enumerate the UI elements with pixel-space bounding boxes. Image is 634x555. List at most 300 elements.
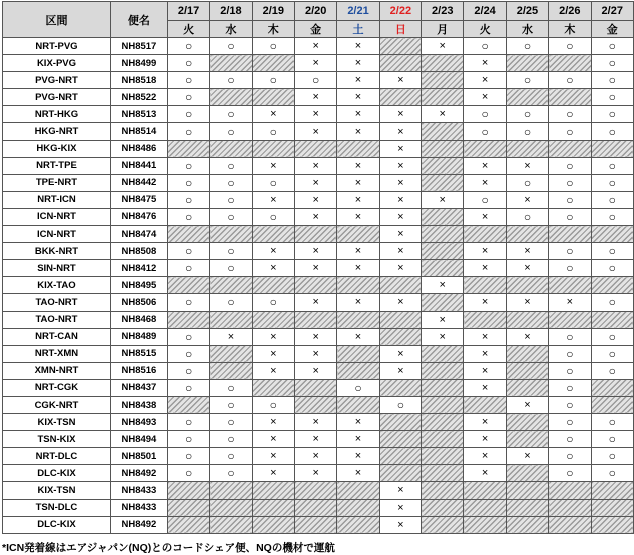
route-cell: PVG-NRT	[3, 72, 111, 89]
operates-mark: ○	[549, 72, 591, 89]
no-service-cell	[591, 140, 634, 157]
route-cell: TPE-NRT	[3, 174, 111, 191]
table-row	[3, 465, 634, 482]
no-service-cell	[210, 482, 252, 499]
cancelled-mark: ×	[379, 106, 421, 123]
route-cell: NRT-HKG	[3, 106, 111, 123]
route-cell: CGK-NRT	[3, 396, 111, 413]
operates-mark: ○	[252, 174, 294, 191]
cancelled-mark: ×	[210, 328, 252, 345]
no-service-cell	[337, 499, 379, 516]
cancelled-mark: ×	[464, 260, 506, 277]
route-cell: KIX-TAO	[3, 277, 111, 294]
cancelled-mark: ×	[549, 294, 591, 311]
no-service-cell	[549, 55, 591, 72]
table-row	[3, 208, 634, 225]
operates-mark: ○	[210, 414, 252, 431]
table-row	[3, 396, 634, 413]
cancelled-mark: ×	[294, 89, 336, 106]
flight-number-cell: NH8513	[110, 106, 167, 123]
cancelled-mark: ×	[464, 174, 506, 191]
operates-mark: ○	[210, 157, 252, 174]
no-service-cell	[337, 140, 379, 157]
operates-mark: ○	[591, 89, 634, 106]
operates-mark: ○	[167, 55, 209, 72]
no-service-cell	[422, 208, 464, 225]
operates-mark: ○	[591, 260, 634, 277]
cancelled-mark: ×	[506, 294, 548, 311]
cancelled-mark: ×	[337, 208, 379, 225]
cancelled-mark: ×	[337, 448, 379, 465]
route-cell: NRT-CAN	[3, 328, 111, 345]
no-service-cell	[167, 396, 209, 413]
cancelled-mark: ×	[337, 38, 379, 55]
no-service-cell	[337, 482, 379, 499]
no-service-cell	[167, 516, 209, 533]
table-row	[3, 294, 634, 311]
route-cell: PVG-NRT	[3, 89, 111, 106]
cancelled-mark: ×	[379, 345, 421, 362]
operates-mark: ○	[210, 38, 252, 55]
operates-mark: ○	[549, 414, 591, 431]
cancelled-mark: ×	[379, 482, 421, 499]
no-service-cell	[167, 311, 209, 328]
cancelled-mark: ×	[337, 55, 379, 72]
cancelled-mark: ×	[422, 328, 464, 345]
table-row	[3, 482, 634, 499]
operates-mark: ○	[252, 396, 294, 413]
operates-mark: ○	[549, 345, 591, 362]
date-header: 2/19	[252, 2, 294, 21]
table-row	[3, 123, 634, 140]
no-service-cell	[252, 277, 294, 294]
operates-mark: ○	[506, 123, 548, 140]
table-row	[3, 499, 634, 516]
cancelled-mark: ×	[379, 140, 421, 157]
no-service-cell	[422, 362, 464, 379]
operates-mark: ○	[167, 294, 209, 311]
no-service-cell	[379, 89, 421, 106]
flight-number-cell: NH8474	[110, 226, 167, 243]
operates-mark: ○	[252, 208, 294, 225]
cancelled-mark: ×	[294, 465, 336, 482]
cancelled-mark: ×	[379, 499, 421, 516]
cancelled-mark: ×	[252, 243, 294, 260]
no-service-cell	[591, 311, 634, 328]
route-cell: ICN-NRT	[3, 226, 111, 243]
cancelled-mark: ×	[337, 123, 379, 140]
no-service-cell	[549, 89, 591, 106]
flight-number-cell: NH8433	[110, 482, 167, 499]
cancelled-mark: ×	[464, 243, 506, 260]
no-service-cell	[294, 311, 336, 328]
no-service-cell	[379, 277, 421, 294]
no-service-cell	[464, 482, 506, 499]
table-row	[3, 362, 634, 379]
operates-mark: ○	[167, 328, 209, 345]
operates-mark: ○	[549, 106, 591, 123]
no-service-cell	[294, 482, 336, 499]
operates-mark: ○	[167, 38, 209, 55]
operates-mark: ○	[591, 157, 634, 174]
cancelled-mark: ×	[294, 191, 336, 208]
operates-mark: ○	[294, 72, 336, 89]
flight-number-cell: NH8476	[110, 208, 167, 225]
flight-number-cell: NH8437	[110, 379, 167, 396]
table-row	[3, 89, 634, 106]
no-service-cell	[464, 140, 506, 157]
cancelled-mark: ×	[337, 72, 379, 89]
route-cell: TAO-NRT	[3, 294, 111, 311]
flight-number-cell: NH8475	[110, 191, 167, 208]
no-service-cell	[422, 123, 464, 140]
operates-mark: ○	[167, 157, 209, 174]
operates-mark: ○	[591, 174, 634, 191]
route-cell: DLC-KIX	[3, 516, 111, 533]
no-service-cell	[252, 379, 294, 396]
no-service-cell	[506, 482, 548, 499]
table-row	[3, 140, 634, 157]
cancelled-mark: ×	[337, 465, 379, 482]
cancelled-mark: ×	[506, 191, 548, 208]
table-row	[3, 243, 634, 260]
no-service-cell	[422, 140, 464, 157]
cancelled-mark: ×	[464, 72, 506, 89]
no-service-cell	[464, 226, 506, 243]
no-service-cell	[422, 55, 464, 72]
route-cell: HKG-KIX	[3, 140, 111, 157]
operates-mark: ○	[549, 174, 591, 191]
table-row	[3, 328, 634, 345]
cancelled-mark: ×	[252, 157, 294, 174]
route-cell: NRT-XMN	[3, 345, 111, 362]
no-service-cell	[337, 277, 379, 294]
flight-column-header: 便名	[110, 2, 167, 38]
route-cell: XMN-NRT	[3, 362, 111, 379]
operates-mark: ○	[167, 431, 209, 448]
no-service-cell	[337, 311, 379, 328]
no-service-cell	[167, 140, 209, 157]
table-row	[3, 379, 634, 396]
cancelled-mark: ×	[294, 157, 336, 174]
no-service-cell	[210, 362, 252, 379]
no-service-cell	[422, 157, 464, 174]
operates-mark: ○	[591, 38, 634, 55]
no-service-cell	[210, 89, 252, 106]
operates-mark: ○	[464, 123, 506, 140]
no-service-cell	[252, 482, 294, 499]
route-cell: SIN-NRT	[3, 260, 111, 277]
cancelled-mark: ×	[294, 123, 336, 140]
no-service-cell	[379, 431, 421, 448]
flight-number-cell: NH8501	[110, 448, 167, 465]
operates-mark: ○	[591, 328, 634, 345]
cancelled-mark: ×	[294, 38, 336, 55]
weekday-header: 土	[337, 21, 379, 38]
cancelled-mark: ×	[294, 448, 336, 465]
no-service-cell	[167, 482, 209, 499]
flight-number-cell: NH8438	[110, 396, 167, 413]
no-service-cell	[506, 379, 548, 396]
route-cell: NRT-DLC	[3, 448, 111, 465]
cancelled-mark: ×	[337, 431, 379, 448]
cancelled-mark: ×	[464, 157, 506, 174]
operates-mark: ○	[549, 362, 591, 379]
operates-mark: ○	[591, 431, 634, 448]
cancelled-mark: ×	[464, 328, 506, 345]
no-service-cell	[337, 226, 379, 243]
no-service-cell	[210, 226, 252, 243]
cancelled-mark: ×	[252, 465, 294, 482]
flight-number-cell: NH8494	[110, 431, 167, 448]
route-column-header: 区間	[3, 2, 111, 38]
cancelled-mark: ×	[506, 260, 548, 277]
weekday-header: 月	[422, 21, 464, 38]
route-cell: NRT-PVG	[3, 38, 111, 55]
cancelled-mark: ×	[464, 431, 506, 448]
cancelled-mark: ×	[464, 89, 506, 106]
no-service-cell	[337, 362, 379, 379]
cancelled-mark: ×	[464, 294, 506, 311]
cancelled-mark: ×	[506, 396, 548, 413]
table-row	[3, 345, 634, 362]
operates-mark: ○	[506, 174, 548, 191]
no-service-cell	[506, 431, 548, 448]
no-service-cell	[549, 277, 591, 294]
table-row	[3, 72, 634, 89]
no-service-cell	[422, 482, 464, 499]
operates-mark: ○	[506, 72, 548, 89]
no-service-cell	[167, 499, 209, 516]
flight-number-cell: NH8412	[110, 260, 167, 277]
operates-mark: ○	[252, 72, 294, 89]
operates-mark: ○	[464, 38, 506, 55]
operates-mark: ○	[549, 431, 591, 448]
no-service-cell	[337, 345, 379, 362]
no-service-cell	[252, 226, 294, 243]
operates-mark: ○	[210, 243, 252, 260]
cancelled-mark: ×	[379, 123, 421, 140]
cancelled-mark: ×	[464, 208, 506, 225]
route-cell: NRT-CGK	[3, 379, 111, 396]
no-service-cell	[294, 516, 336, 533]
route-cell: KIX-PVG	[3, 55, 111, 72]
operates-mark: ○	[549, 328, 591, 345]
cancelled-mark: ×	[379, 208, 421, 225]
no-service-cell	[379, 379, 421, 396]
cancelled-mark: ×	[252, 448, 294, 465]
no-service-cell	[591, 226, 634, 243]
flight-number-cell: NH8442	[110, 174, 167, 191]
operates-mark: ○	[210, 123, 252, 140]
no-service-cell	[422, 294, 464, 311]
no-service-cell	[210, 516, 252, 533]
operates-mark: ○	[167, 260, 209, 277]
no-service-cell	[422, 243, 464, 260]
date-header: 2/26	[549, 2, 591, 21]
cancelled-mark: ×	[506, 328, 548, 345]
operates-mark: ○	[210, 465, 252, 482]
operates-mark: ○	[591, 243, 634, 260]
cancelled-mark: ×	[506, 157, 548, 174]
operates-mark: ○	[167, 106, 209, 123]
cancelled-mark: ×	[464, 362, 506, 379]
operates-mark: ○	[506, 106, 548, 123]
no-service-cell	[294, 379, 336, 396]
no-service-cell	[422, 396, 464, 413]
operates-mark: ○	[167, 362, 209, 379]
weekday-header: 火	[464, 21, 506, 38]
cancelled-mark: ×	[422, 106, 464, 123]
operates-mark: ○	[167, 379, 209, 396]
cancelled-mark: ×	[337, 243, 379, 260]
cancelled-mark: ×	[422, 311, 464, 328]
schedule-body	[3, 38, 634, 534]
route-cell: TAO-NRT	[3, 311, 111, 328]
route-cell: ICN-NRT	[3, 208, 111, 225]
no-service-cell	[337, 516, 379, 533]
no-service-cell	[464, 277, 506, 294]
cancelled-mark: ×	[337, 414, 379, 431]
route-cell: TSN-DLC	[3, 499, 111, 516]
table-row	[3, 448, 634, 465]
no-service-cell	[210, 345, 252, 362]
no-service-cell	[422, 431, 464, 448]
operates-mark: ○	[167, 89, 209, 106]
operates-mark: ○	[210, 72, 252, 89]
cancelled-mark: ×	[337, 89, 379, 106]
cancelled-mark: ×	[252, 362, 294, 379]
no-service-cell	[506, 277, 548, 294]
flight-number-cell: NH8433	[110, 499, 167, 516]
no-service-cell	[210, 55, 252, 72]
date-header: 2/25	[506, 2, 548, 21]
no-service-cell	[294, 277, 336, 294]
date-header: 2/21	[337, 2, 379, 21]
operates-mark: ○	[549, 123, 591, 140]
no-service-cell	[422, 448, 464, 465]
cancelled-mark: ×	[294, 431, 336, 448]
flight-number-cell: NH8468	[110, 311, 167, 328]
cancelled-mark: ×	[252, 431, 294, 448]
operates-mark: ○	[549, 191, 591, 208]
operates-mark: ○	[549, 396, 591, 413]
operates-mark: ○	[210, 191, 252, 208]
flight-number-cell: NH8516	[110, 362, 167, 379]
cancelled-mark: ×	[294, 55, 336, 72]
weekday-header: 金	[591, 21, 634, 38]
no-service-cell	[252, 499, 294, 516]
no-service-cell	[506, 311, 548, 328]
no-service-cell	[167, 226, 209, 243]
no-service-cell	[379, 328, 421, 345]
operates-mark: ○	[591, 106, 634, 123]
operates-mark: ○	[210, 174, 252, 191]
flight-number-cell: NH8493	[110, 414, 167, 431]
operates-mark: ○	[167, 191, 209, 208]
cancelled-mark: ×	[379, 294, 421, 311]
table-row	[3, 226, 634, 243]
no-service-cell	[210, 499, 252, 516]
operates-mark: ○	[591, 208, 634, 225]
operates-mark: ○	[591, 345, 634, 362]
date-header: 2/27	[591, 2, 634, 21]
no-service-cell	[464, 311, 506, 328]
no-service-cell	[549, 226, 591, 243]
weekday-header: 火	[167, 21, 209, 38]
route-cell: TSN-KIX	[3, 431, 111, 448]
weekday-header: 水	[210, 21, 252, 38]
no-service-cell	[506, 55, 548, 72]
operates-mark: ○	[549, 243, 591, 260]
no-service-cell	[506, 89, 548, 106]
no-service-cell	[506, 414, 548, 431]
cancelled-mark: ×	[464, 55, 506, 72]
cancelled-mark: ×	[422, 38, 464, 55]
operates-mark: ○	[167, 123, 209, 140]
no-service-cell	[252, 140, 294, 157]
no-service-cell	[379, 414, 421, 431]
cancelled-mark: ×	[252, 191, 294, 208]
no-service-cell	[422, 465, 464, 482]
operates-mark: ○	[167, 72, 209, 89]
cancelled-mark: ×	[337, 174, 379, 191]
cancelled-mark: ×	[294, 362, 336, 379]
cancelled-mark: ×	[422, 277, 464, 294]
no-service-cell	[294, 226, 336, 243]
no-service-cell	[422, 89, 464, 106]
operates-mark: ○	[210, 260, 252, 277]
cancelled-mark: ×	[464, 448, 506, 465]
operates-mark: ○	[591, 294, 634, 311]
operates-mark: ○	[210, 294, 252, 311]
cancelled-mark: ×	[464, 465, 506, 482]
operates-mark: ○	[591, 123, 634, 140]
route-cell: HKG-NRT	[3, 123, 111, 140]
no-service-cell	[591, 396, 634, 413]
operates-mark: ○	[210, 431, 252, 448]
no-service-cell	[464, 396, 506, 413]
cancelled-mark: ×	[294, 328, 336, 345]
header-date-row	[3, 2, 634, 21]
flight-number-cell: NH8486	[110, 140, 167, 157]
cancelled-mark: ×	[294, 208, 336, 225]
no-service-cell	[549, 140, 591, 157]
cancelled-mark: ×	[252, 414, 294, 431]
flight-number-cell: NH8495	[110, 277, 167, 294]
no-service-cell	[506, 499, 548, 516]
no-service-cell	[591, 516, 634, 533]
cancelled-mark: ×	[294, 260, 336, 277]
operates-mark: ○	[591, 362, 634, 379]
operates-mark: ○	[167, 243, 209, 260]
no-service-cell	[506, 465, 548, 482]
no-service-cell	[210, 277, 252, 294]
table-row	[3, 174, 634, 191]
no-service-cell	[337, 396, 379, 413]
operates-mark: ○	[549, 208, 591, 225]
no-service-cell	[294, 140, 336, 157]
date-header: 2/23	[422, 2, 464, 21]
route-cell: BKK-NRT	[3, 243, 111, 260]
no-service-cell	[422, 414, 464, 431]
date-header: 2/18	[210, 2, 252, 21]
cancelled-mark: ×	[252, 106, 294, 123]
weekday-header: 水	[506, 21, 548, 38]
table-row	[3, 55, 634, 72]
no-service-cell	[379, 448, 421, 465]
no-service-cell	[252, 516, 294, 533]
